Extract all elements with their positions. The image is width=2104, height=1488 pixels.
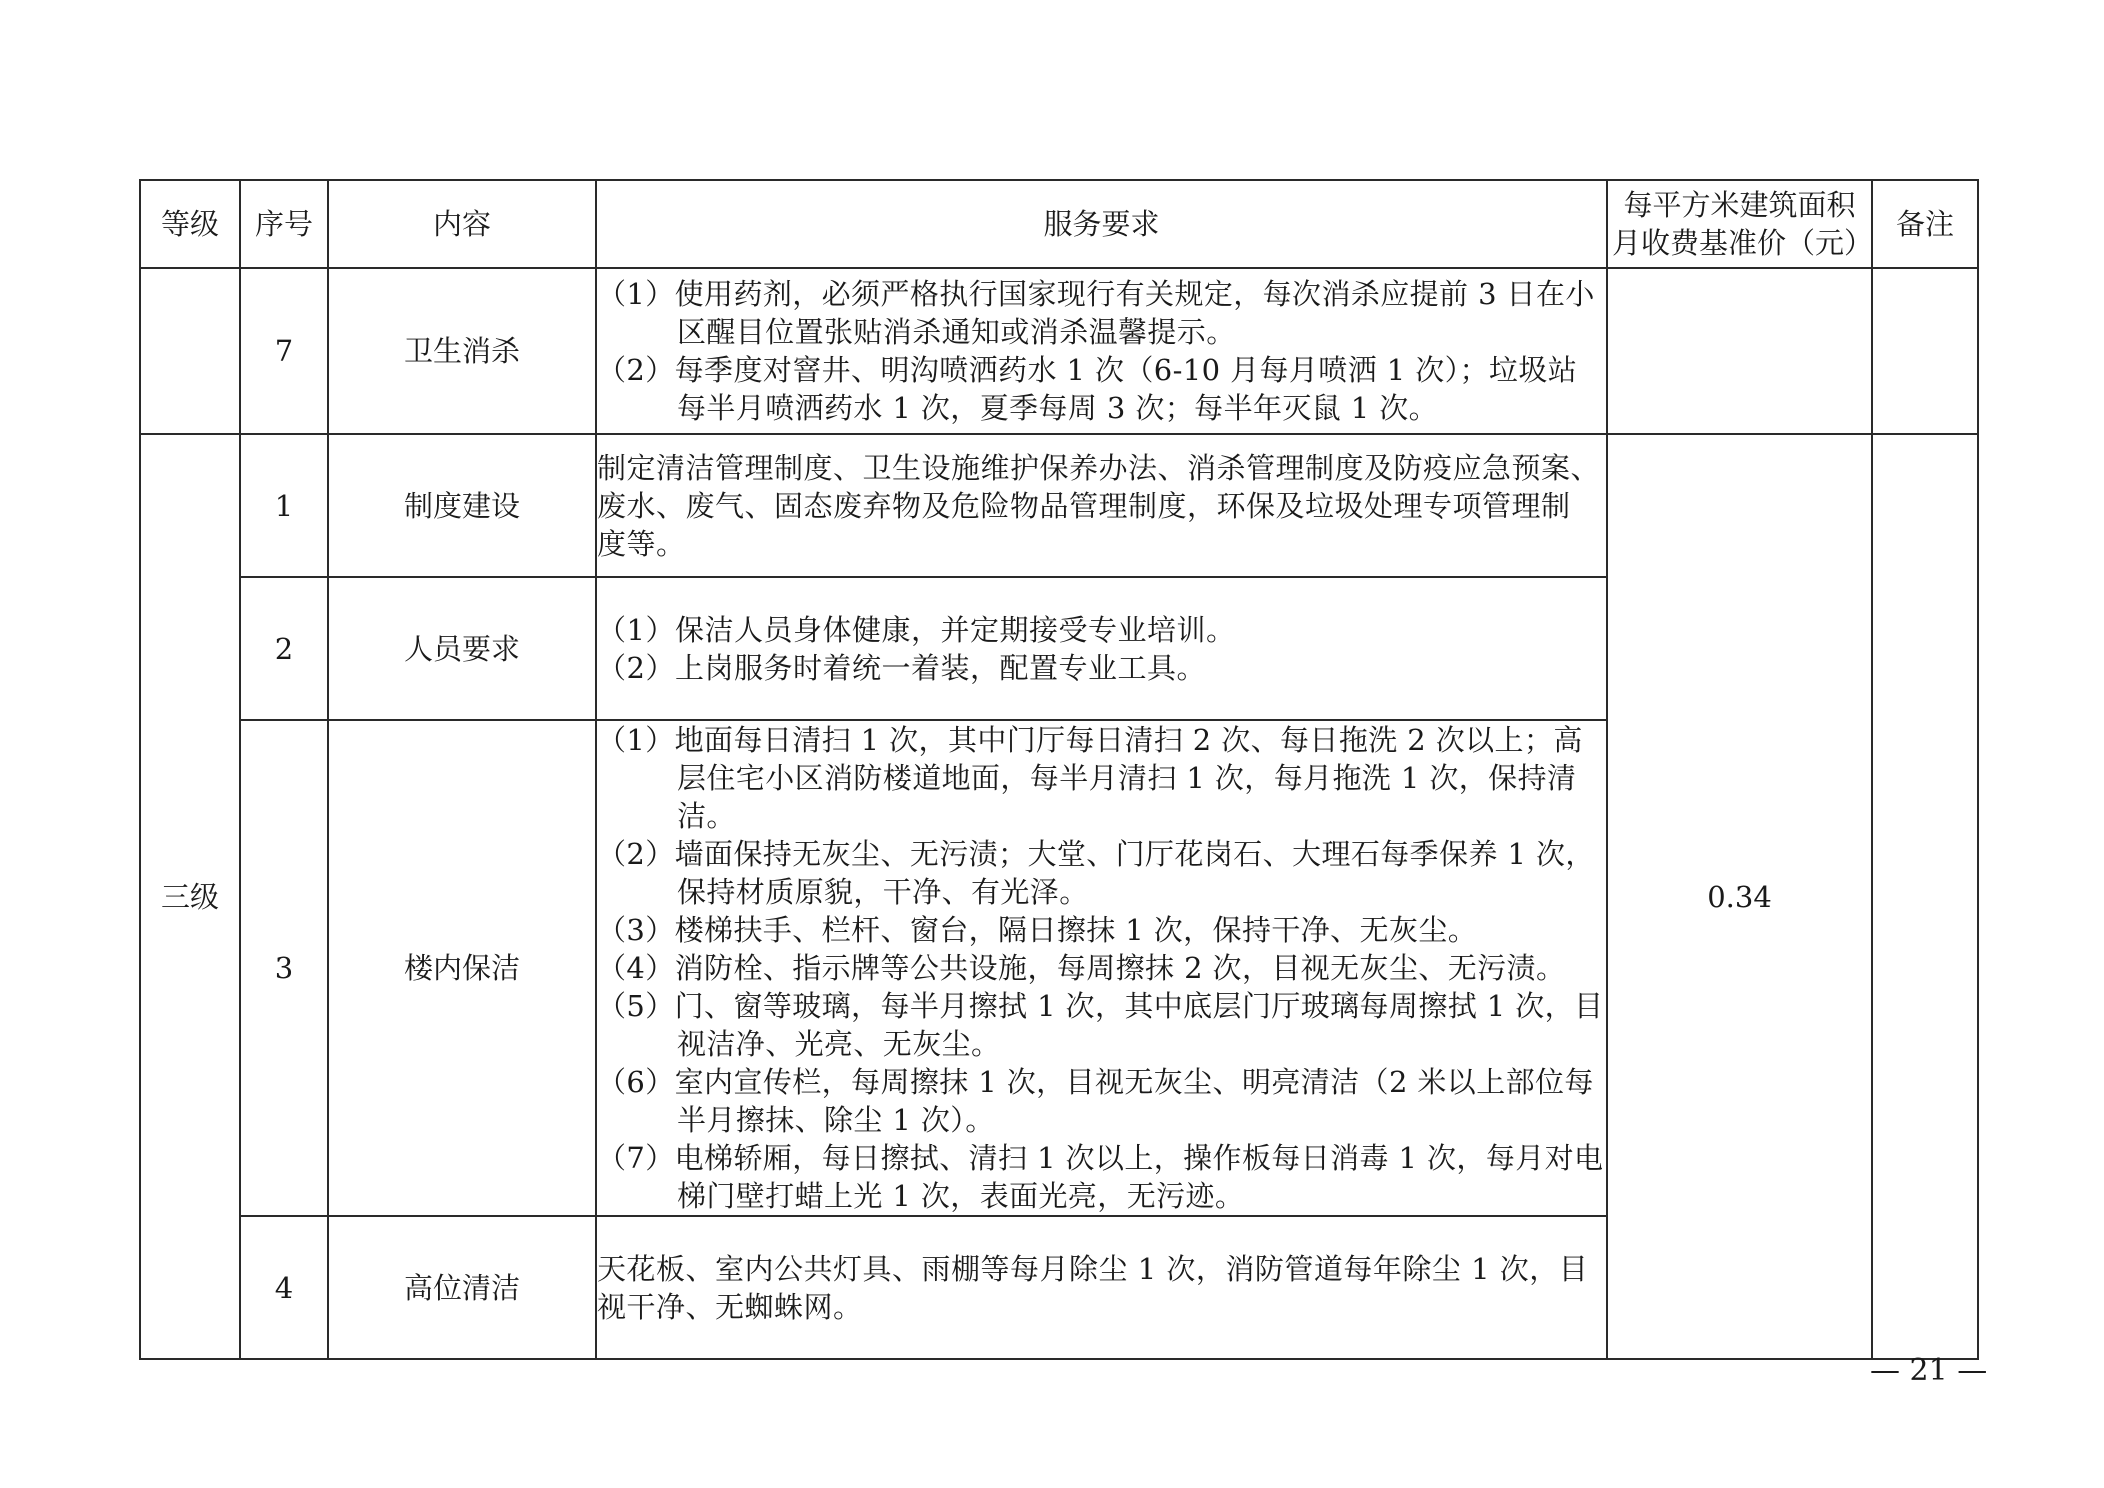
- requirement-line: （6）室内宣传栏，每周擦抹 1 次，目视无灰尘、明亮清洁（2 米以上部位每半月擦抹、除尘 1 次）。: [597, 1065, 1594, 1137]
- serial-cell: 4: [240, 1216, 328, 1359]
- requirement-line: （1）保洁人员身体健康，并定期接受专业培训。: [597, 612, 1236, 647]
- content-cell: 人员要求: [328, 577, 596, 720]
- header-content: 内容: [328, 180, 596, 268]
- requirement-line: （2）每季度对窨井、明沟喷洒药水 1 次（6-10 月每月喷洒 1 次）；垃圾站每半月喷洒药水 1 次，夏季每周 3 次；每半年灭鼠 1 次。: [597, 353, 1578, 425]
- requirement-line: 天花板、室内公共灯具、雨棚等每月除尘 1 次，消防管道每年除尘 1 次，目: [597, 1251, 1589, 1286]
- requirement-line: （3）楼梯扶手、栏杆、窗台，隔日擦抹 1 次，保持干净、无灰尘。: [597, 913, 1478, 947]
- header-grade: 等级: [140, 180, 240, 268]
- service-standard-table: [139, 179, 1979, 1360]
- page-number: — 21 —: [1870, 1353, 1988, 1388]
- serial-cell: 2: [240, 577, 328, 720]
- content-cell: 楼内保洁: [328, 720, 596, 1216]
- remarks-cell-empty: [1872, 434, 1978, 1359]
- requirements-cell: [596, 434, 1607, 577]
- header-remarks: 备注: [1872, 180, 1978, 268]
- price-cell-empty: [1607, 268, 1872, 434]
- requirements-cell: [596, 268, 1607, 434]
- serial-cell: 3: [240, 720, 328, 1216]
- requirement-line: （2）上岗服务时着统一着装，配置专业工具。: [597, 650, 1206, 685]
- price-cell: 0.34: [1607, 434, 1872, 1359]
- grade-cell-empty: [140, 268, 240, 434]
- requirements-cell: [596, 1216, 1607, 1359]
- remarks-cell-empty: [1872, 268, 1978, 434]
- table-row: [140, 434, 1978, 577]
- requirement-line: （1）使用药剂，必须严格执行国家现行有关规定，每次消杀应提前 3 日在小区醒目位置张贴消杀通知或消杀温馨提示。: [597, 277, 1595, 349]
- serial-cell: 1: [240, 434, 328, 577]
- header-requirements: 服务要求: [596, 180, 1607, 268]
- requirements-cell: [596, 577, 1607, 720]
- requirement-line: （1）地面每日清扫 1 次，其中门厅每日清扫 2 次、每日拖洗 2 次以上；高层住宅小区消防楼道地面，每半月清扫 1 次，每月拖洗 1 次，保持清洁。: [597, 723, 1583, 833]
- requirement-line: 视干净、无蜘蛛网。: [597, 1289, 863, 1324]
- table-row: [140, 268, 1978, 434]
- serial-cell: 7: [240, 268, 328, 434]
- header-price: 每平方米建筑面积月收费基准价（元）: [1607, 180, 1872, 268]
- requirement-line: （2）墙面保持无灰尘、无污渍；大堂、门厅花岗石、大理石每季保养 1 次，保持材质原貌，干净、有光泽。: [597, 837, 1595, 909]
- table-header-row: [140, 180, 1978, 268]
- requirements-cell: [596, 720, 1607, 1216]
- content-cell: 卫生消杀: [328, 268, 596, 434]
- requirement-line: （7）电梯轿厢，每日擦拭、清扫 1 次以上，操作板每日消毒 1 次，每月对电梯门壁打蜡上光 1 次，表面光亮，无污迹。: [597, 1141, 1604, 1213]
- requirement-line: 废水、废气、固态废弃物及危险物品管理制度，环保及垃圾处理专项管理制: [597, 488, 1571, 523]
- content-cell: 制度建设: [328, 434, 596, 577]
- requirement-line: 度等。: [597, 526, 686, 561]
- content-cell: 高位清洁: [328, 1216, 596, 1359]
- requirement-line: 制定清洁管理制度、卫生设施维护保养办法、消杀管理制度及防疫应急预案、: [597, 450, 1601, 485]
- requirement-line: （4）消防栓、指示牌等公共设施，每周擦抹 2 次，目视无灰尘、无污渍。: [597, 951, 1566, 985]
- grade-cell: 三级: [140, 434, 240, 1359]
- header-serial: 序号: [240, 180, 328, 268]
- requirement-line: （5）门、窗等玻璃，每半月擦拭 1 次，其中底层门厅玻璃每周擦拭 1 次，目视洁净、光亮、无灰尘。: [597, 989, 1604, 1061]
